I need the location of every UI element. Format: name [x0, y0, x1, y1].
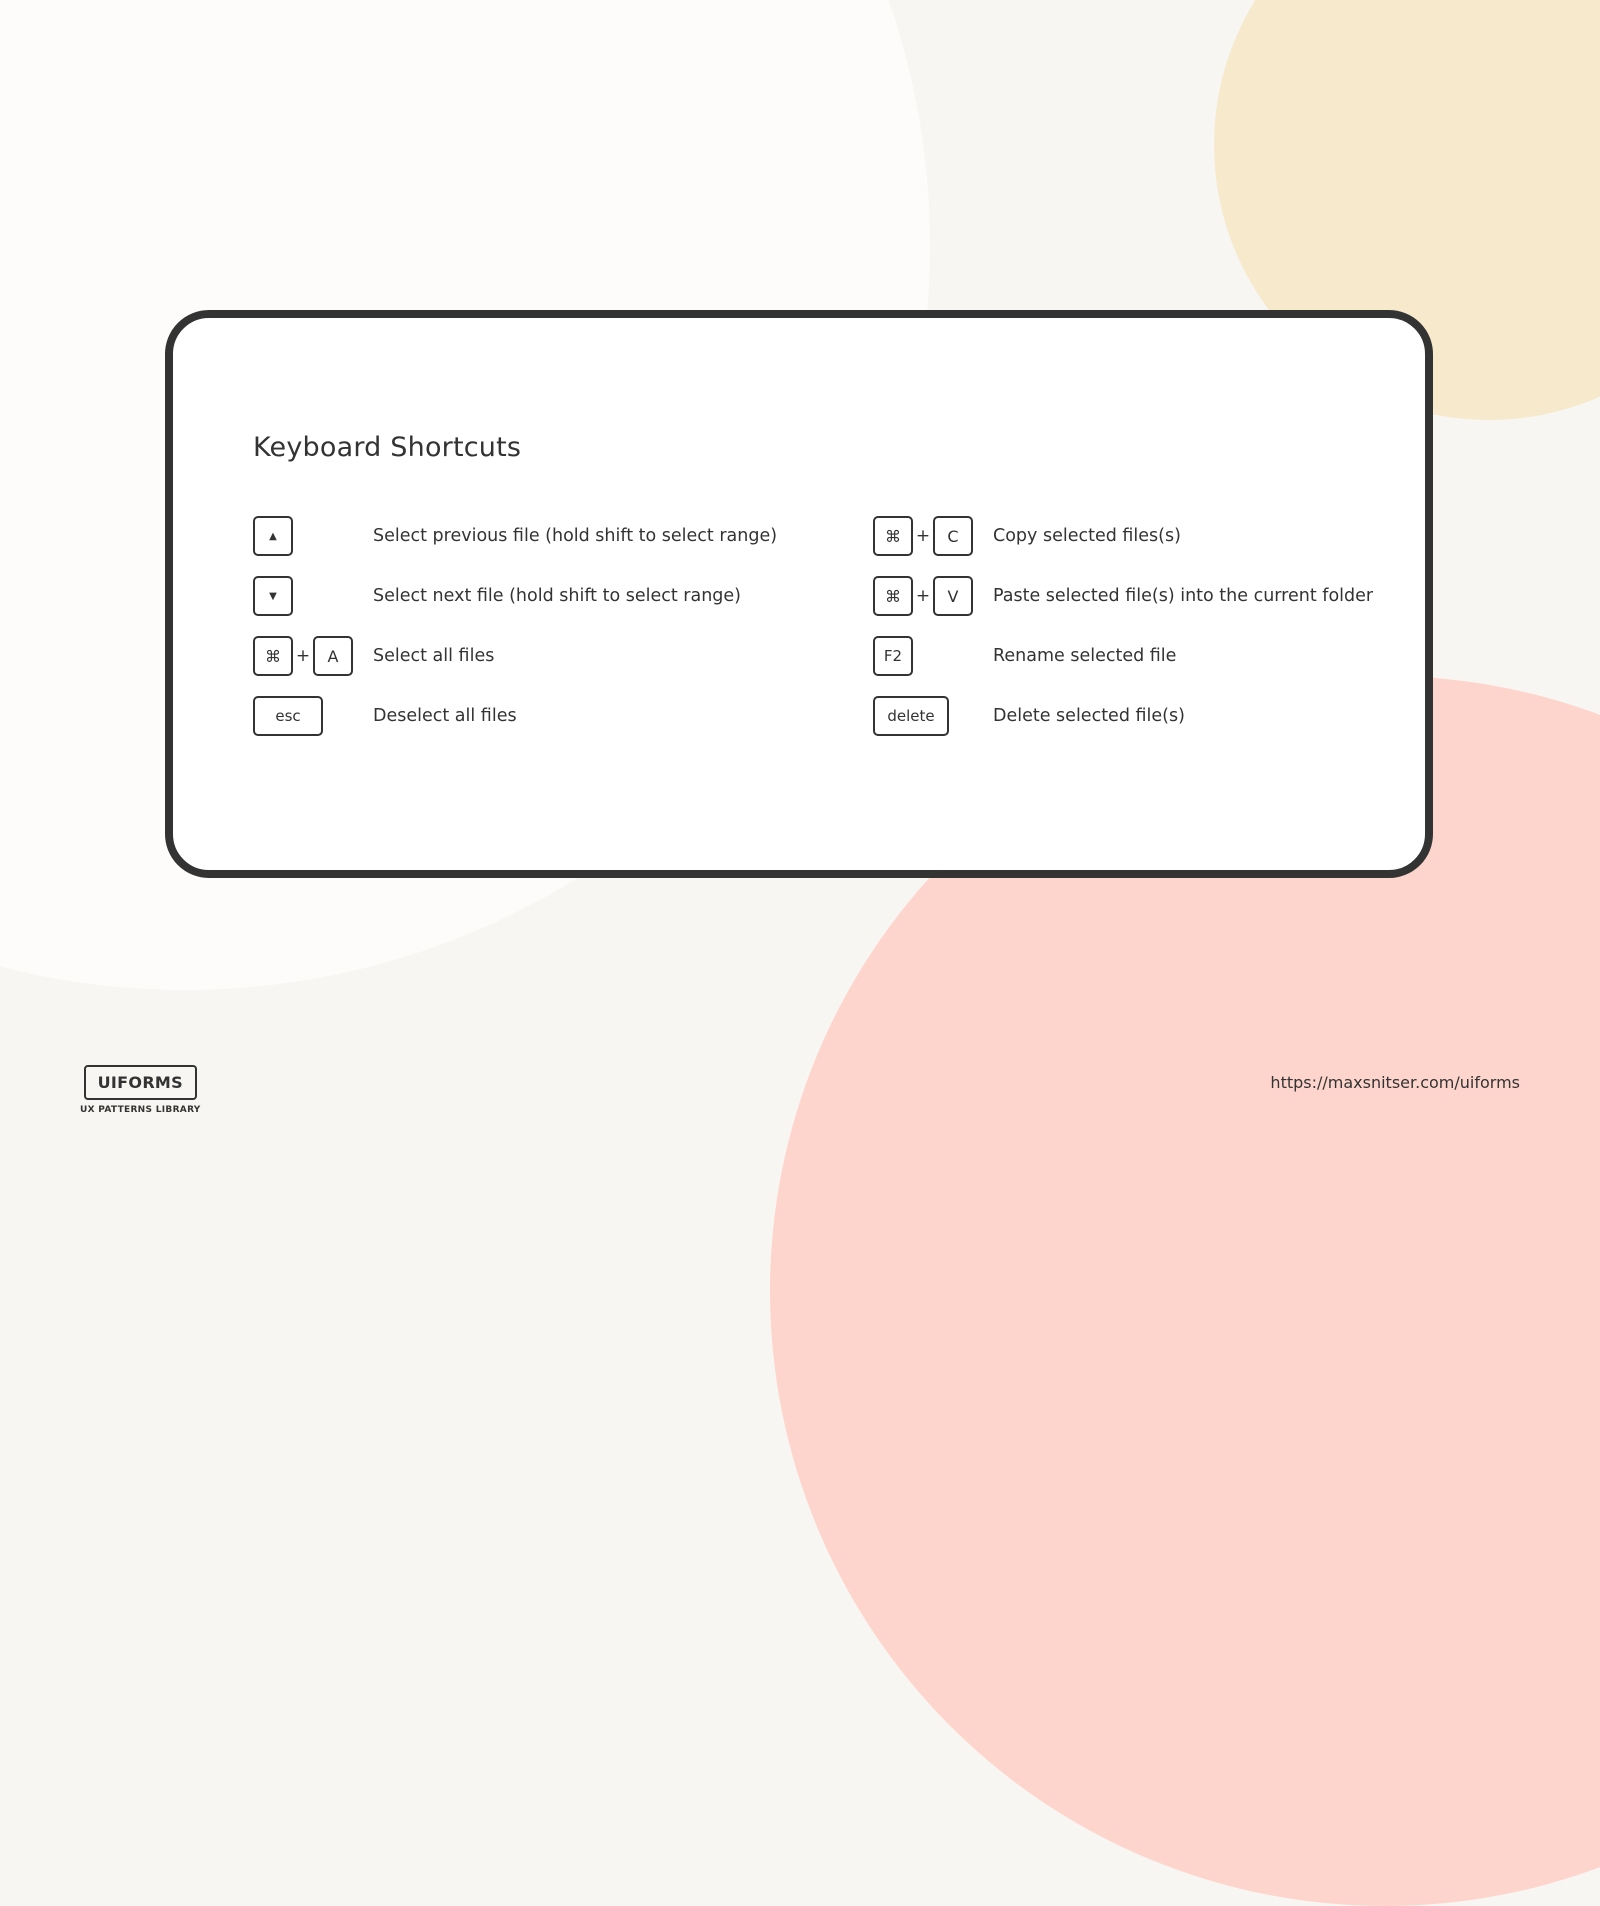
key-combo	[253, 516, 373, 556]
key-delete: delete	[873, 696, 949, 736]
command-icon: ⌘	[873, 576, 913, 616]
key-combo	[873, 576, 993, 616]
key-c: C	[933, 516, 973, 556]
key-a: A	[313, 636, 353, 676]
card-title: Keyboard Shortcuts	[253, 432, 522, 463]
plus-sign: +	[915, 526, 931, 546]
key-combo	[873, 636, 993, 676]
arrow-up-icon: ▲	[253, 516, 293, 556]
website-link[interactable]: https://maxsnitser.com/uiforms	[1270, 1073, 1520, 1092]
key-combo	[253, 696, 373, 736]
shortcut-description: Paste selected file(s) into the current folder	[993, 586, 1374, 606]
arrow-down-icon: ▼	[253, 576, 293, 616]
shortcut-row-rename	[873, 636, 1373, 676]
shortcut-description: Deselect all files	[373, 706, 517, 726]
command-icon: ⌘	[873, 516, 913, 556]
key-combo	[253, 636, 373, 676]
shortcut-row-select-previous	[253, 516, 777, 556]
shortcut-description: Rename selected file	[993, 646, 1177, 666]
brand-name: UIFORMS	[84, 1065, 197, 1100]
command-icon: ⌘	[253, 636, 293, 676]
shortcut-row-select-next	[253, 576, 777, 616]
shortcuts-column-left	[253, 516, 777, 756]
key-v: V	[933, 576, 973, 616]
key-esc: esc	[253, 696, 323, 736]
brand-logo[interactable]	[80, 1065, 201, 1115]
shortcut-description: Copy selected files(s)	[993, 526, 1181, 546]
shortcut-description: Select next file (hold shift to select range)	[373, 586, 742, 606]
key-combo	[873, 696, 993, 736]
shortcuts-column-right	[873, 516, 1373, 756]
shortcut-row-deselect-all	[253, 696, 777, 736]
shortcut-row-select-all	[253, 636, 777, 676]
shortcut-description: Select previous file (hold shift to select range)	[373, 526, 778, 546]
plus-sign: +	[295, 646, 311, 666]
key-f2: F2	[873, 636, 913, 676]
key-combo	[253, 576, 373, 616]
shortcut-row-copy	[873, 516, 1373, 556]
plus-sign: +	[915, 586, 931, 606]
shortcut-row-delete	[873, 696, 1373, 736]
shortcuts-card	[165, 310, 1433, 878]
shortcut-description: Select all files	[373, 646, 495, 666]
brand-tagline: UX PATTERNS LIBRARY	[80, 1105, 201, 1115]
key-combo	[873, 516, 993, 556]
shortcut-description: Delete selected file(s)	[993, 706, 1185, 726]
shortcut-row-paste	[873, 576, 1373, 616]
